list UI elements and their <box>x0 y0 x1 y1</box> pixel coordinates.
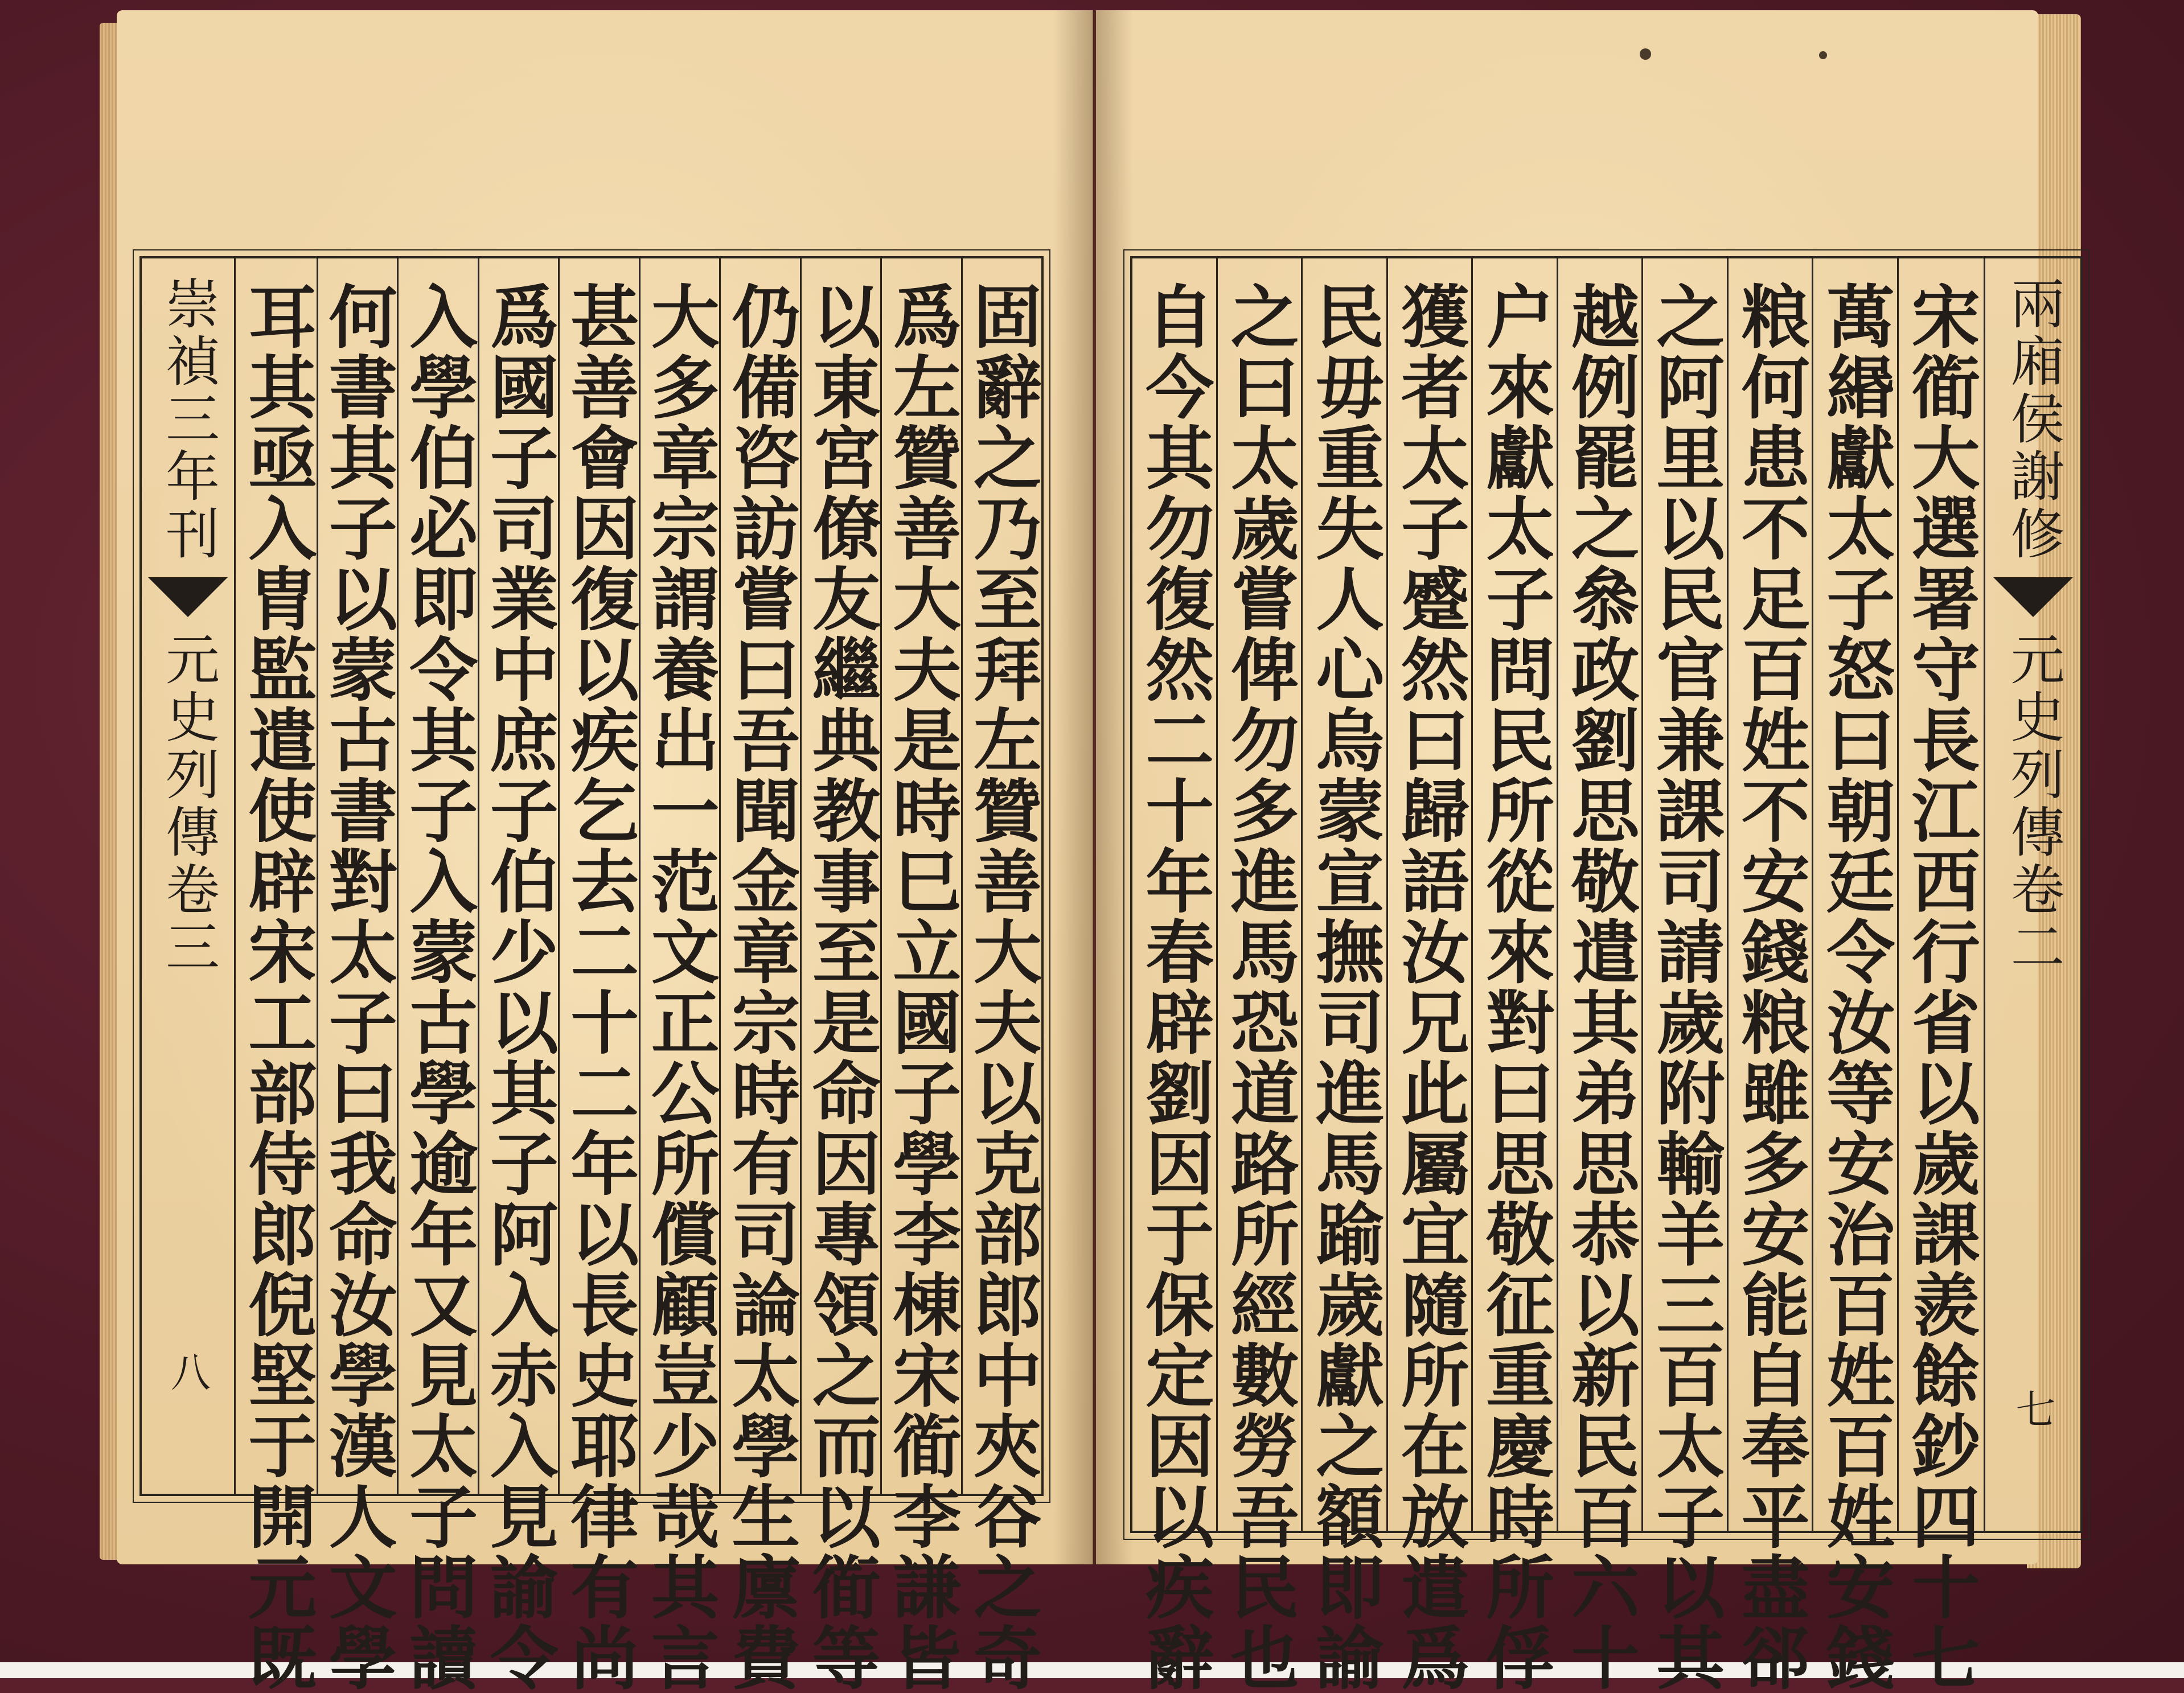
column-text: 自今其勿復然二十年春辟劉因于保定因以疾辭 <box>1134 281 1215 1693</box>
text-column <box>1132 258 1216 1693</box>
column-text: 萬緡獻太子怒曰朝廷令汝等安治百姓百姓安錢 <box>1815 281 1896 1693</box>
left-banxin-title: 元史列傳卷三 <box>157 631 220 976</box>
text-column <box>478 258 559 1693</box>
text-column <box>961 258 1042 1693</box>
text-column <box>1216 258 1302 1693</box>
column-text: 户來獻太子問民所從來對曰思敬征重慶時所俘 <box>1475 281 1555 1693</box>
text-column <box>1812 258 1897 1693</box>
column-text: 爲左贊善大夫是時巳立國子學李棟宋衜李謙皆 <box>881 281 962 1693</box>
left-columns <box>237 258 1042 1693</box>
text-column <box>639 258 720 1693</box>
text-column <box>397 258 479 1693</box>
text-column <box>1727 258 1812 1693</box>
text-column <box>880 258 962 1693</box>
text-column <box>719 258 801 1693</box>
column-text: 大多章宗謂養出一范文正公所償顧豈少哉其言 <box>639 281 720 1693</box>
fishtail-icon <box>1993 577 2073 617</box>
column-text: 獲者太子蹙然曰歸語汝兄此屬宜隨所在放遣爲 <box>1389 281 1470 1693</box>
column-text: 民毋重失人心烏蒙宣撫司進馬踰歲獻之額即諭 <box>1304 281 1385 1693</box>
column-text: 粮何患不足百姓不安錢粮雖多安能自奉平盡郤 <box>1730 281 1811 1693</box>
text-column <box>237 258 318 1693</box>
fishtail-icon <box>148 577 228 617</box>
column-text: 以東宮僚友繼典教事至是命因專領之而以衜等 <box>800 281 881 1693</box>
book-gutter <box>1053 10 1133 1564</box>
column-text: 固辭之乃至拜左贊善大夫以克部郎中夾谷之奇 <box>962 281 1042 1693</box>
column-text: 入學伯必即令其子入蒙古學逾年又見太子問讀 <box>398 281 479 1693</box>
column-text: 宋衜大選署守長江西行省以歲課羨餘鈔四十七 <box>1900 281 1981 1693</box>
text-column <box>800 258 881 1693</box>
column-text: 爲國子司業中庶子伯少以其子阿入赤入見諭令 <box>478 281 559 1693</box>
left-page-number: 八 <box>164 1351 211 1391</box>
text-column <box>558 258 640 1693</box>
column-text: 越例罷之叅政劉思敬遣其弟思恭以新民百六十 <box>1559 281 1640 1693</box>
text-column <box>1641 258 1727 1693</box>
right-text-frame <box>1130 256 2083 1693</box>
column-text: 何書其子以蒙古書對太子曰我命汝學漢人文學 <box>317 281 398 1693</box>
right-banxin-top: 兩廂侯謝修 <box>2002 276 2064 563</box>
column-text: 耳其亟入胄監遣使辟宋工部侍郎倪堅于開元既 <box>237 281 318 1693</box>
left-banxin <box>142 258 236 1494</box>
ink-spot <box>1819 51 1827 59</box>
right-columns <box>1132 258 1982 1693</box>
text-column <box>317 258 398 1693</box>
text-column <box>1557 258 1642 1693</box>
right-banxin <box>1984 258 2080 1531</box>
left-banxin-top: 崇禎三年刊 <box>157 276 220 563</box>
column-text: 甚善會因復以疾乞去二十二年以長史耶律有尚 <box>559 281 640 1693</box>
column-text: 之阿里以民官兼課司請歲附輸羊三百太子以其 <box>1645 281 1726 1693</box>
text-column <box>1301 258 1386 1693</box>
right-banxin-title: 元史列傳卷二 <box>2002 631 2064 976</box>
left-text-frame <box>139 256 1044 1693</box>
right-page-number: 七 <box>2009 1388 2056 1428</box>
text-column <box>1897 258 1982 1693</box>
text-column <box>1386 258 1472 1693</box>
column-text: 仍備咨訪嘗曰吾聞金章宗時有司論太學生廪費 <box>720 281 801 1693</box>
text-column <box>1471 258 1557 1693</box>
ink-spot <box>1640 48 1651 60</box>
column-text: 之曰太歲嘗俾勿多進馬恐道路所經數勞吾民也 <box>1219 281 1300 1693</box>
